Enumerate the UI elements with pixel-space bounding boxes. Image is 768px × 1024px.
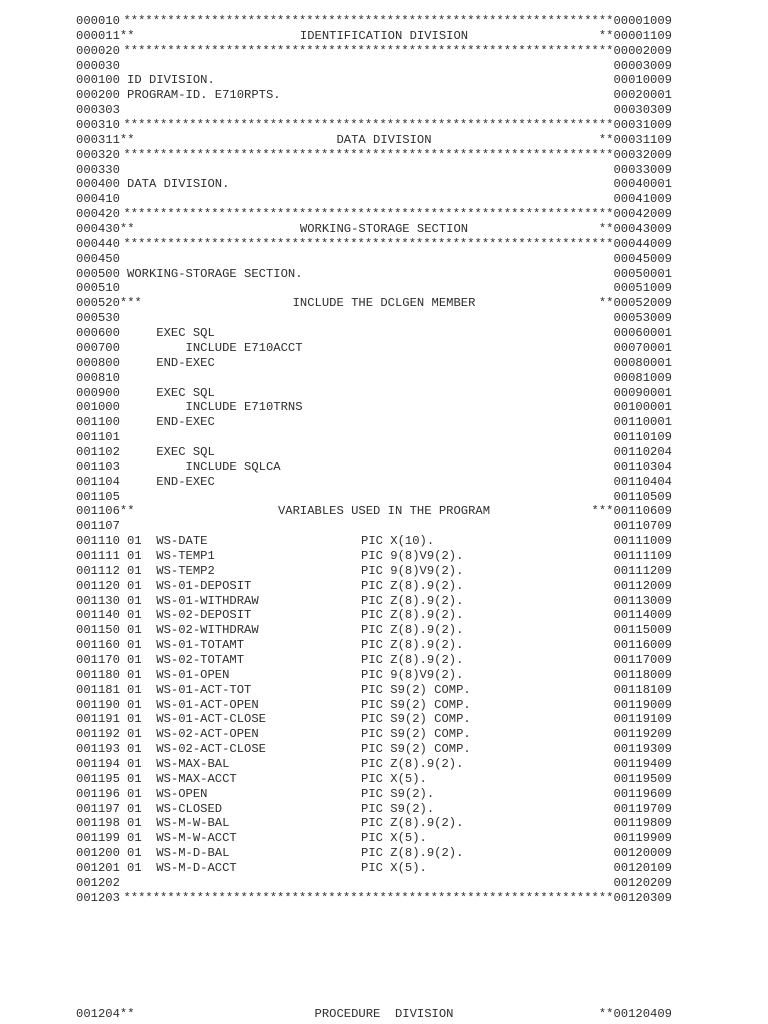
sequence-number: 001000 (76, 400, 120, 415)
sequence-number: 001111 (76, 548, 120, 563)
comment-heading: INCLUDE THE DCLGEN MEMBER (292, 296, 476, 311)
sequence-number: 000600 (76, 326, 120, 341)
sequence-number: 001180 (76, 667, 120, 682)
source-line (0, 623, 768, 638)
sequence-number: 001112 (76, 563, 120, 578)
sequence-number: 001194 (76, 757, 120, 771)
source-line (0, 519, 768, 534)
sequence-number: 001160 (76, 638, 120, 653)
source-code: 01 WS-01-OPEN PIC 9(8)V9(2). (127, 667, 464, 682)
source-line (0, 88, 768, 103)
sequence-number: 001110 (76, 534, 120, 549)
sequence-number: 001200 (76, 846, 120, 861)
sequence-number: 001204** (76, 1007, 135, 1021)
source-code: 01 WS-OPEN PIC S9(2). (127, 786, 435, 801)
line-number-column: 00112009 (613, 578, 672, 593)
line-number-column: 00050001 (613, 266, 672, 281)
source-line (0, 579, 768, 594)
source-code: 01 WS-02-TOTAMT PIC Z(8).9(2). (127, 652, 464, 667)
line-number-column: 00111209 (613, 563, 672, 578)
source-code: 01 WS-M-W-ACCT PIC X(5). (127, 831, 427, 846)
source-code: 01 WS-01-WITHDRAW PIC Z(8).9(2). (127, 593, 464, 608)
source-line (0, 504, 768, 519)
sequence-number: 000410 (76, 192, 120, 207)
line-number-column: 00020001 (613, 88, 672, 103)
source-code: DATA DIVISION. (127, 177, 230, 192)
line-number-column: 00113009 (613, 593, 672, 608)
source-line (0, 445, 768, 460)
sequence-number: 000420 (76, 207, 120, 222)
line-number-column: 00100001 (613, 400, 672, 415)
source-line (0, 594, 768, 609)
source-line (0, 177, 768, 192)
sequence-number: 000430** (76, 222, 135, 237)
sequence-number: 001140 (76, 608, 120, 623)
line-number-column: **00031109 (598, 132, 672, 147)
sequence-number: 001190 (76, 697, 120, 712)
source-code: END-EXEC (127, 415, 215, 430)
line-number-column: 00033009 (613, 162, 672, 177)
source-code: 01 WS-01-DEPOSIT PIC Z(8).9(2). (127, 578, 464, 593)
sequence-number: 001198 (76, 816, 120, 831)
comment-heading: DATA DIVISION (336, 132, 432, 147)
source-line (0, 73, 768, 88)
source-line (0, 356, 768, 371)
comment-heading: VARIABLES USED IN THE PROGRAM (277, 504, 491, 519)
sequence-number: 001196 (76, 786, 120, 801)
sequence-number: 000311** (76, 132, 135, 147)
line-number-column: **00043009 (598, 222, 672, 237)
source-line (0, 638, 768, 653)
source-line (0, 371, 768, 386)
sequence-number: 000530 (76, 311, 120, 326)
line-number-column: 00120009 (613, 846, 672, 861)
sequence-number: 001101 (76, 430, 120, 445)
line-number-column: 00119909 (613, 831, 672, 846)
sequence-number: 001193 (76, 742, 120, 757)
line-number-column: 00010009 (613, 73, 672, 88)
line-number-column: *******************************************************************00001009 (123, 14, 672, 28)
sequence-number: 001192 (76, 727, 120, 742)
sequence-number: 001104 (76, 474, 120, 489)
line-number-column: 00040001 (613, 177, 672, 192)
source-line (0, 44, 768, 59)
sequence-number: 001199 (76, 831, 120, 846)
line-number-column: 00119009 (613, 697, 672, 712)
line-number-column: 00110304 (613, 459, 672, 474)
source-line (0, 103, 768, 118)
source-line (0, 534, 768, 549)
sequence-number: 001120 (76, 578, 120, 593)
line-number-column: 00120109 (613, 861, 672, 876)
sequence-number: 001203 (76, 890, 120, 905)
line-number-column: 00119109 (613, 712, 672, 727)
sequence-number: 000400 (76, 177, 120, 192)
sequence-number: 001202 (76, 875, 120, 890)
source-line (0, 475, 768, 490)
source-line (0, 59, 768, 74)
sequence-number: 001201 (76, 861, 120, 876)
sequence-number: 000020 (76, 43, 120, 58)
source-code: 01 WS-M-D-ACCT PIC X(5). (127, 861, 427, 876)
source-line (0, 460, 768, 475)
line-number-column: 00111109 (613, 548, 672, 563)
source-line (0, 831, 768, 846)
source-code: EXEC SQL (127, 444, 215, 459)
source-code: 01 WS-TEMP2 PIC 9(8)V9(2). (127, 563, 464, 578)
source-line (0, 861, 768, 876)
sequence-number: 000510 (76, 281, 120, 296)
line-number-column: 00110204 (613, 444, 672, 459)
line-number-column: 00119709 (613, 801, 672, 816)
sequence-number: 000100 (76, 73, 120, 88)
source-code: END-EXEC (127, 474, 215, 489)
line-number-column: *******************************************************************00002009 (123, 43, 672, 58)
sequence-number: 001150 (76, 623, 120, 638)
source-line (0, 787, 768, 802)
sequence-number: 000900 (76, 385, 120, 400)
sequence-number: 001191 (76, 712, 120, 727)
source-code: 01 WS-01-TOTAMT PIC Z(8).9(2). (127, 638, 464, 653)
sequence-number: 000320 (76, 147, 120, 162)
sequence-number: 000011** (76, 28, 135, 43)
sequence-number: 001197 (76, 801, 120, 816)
source-code: WORKING-STORAGE SECTION. (127, 266, 303, 281)
sequence-number: 000810 (76, 370, 120, 385)
source-line (0, 549, 768, 564)
source-line (0, 148, 768, 163)
source-code: 01 WS-DATE PIC X(10). (127, 534, 435, 549)
line-number-column: 00119609 (613, 786, 672, 801)
line-number-column: 00118109 (613, 682, 672, 697)
comment-heading: WORKING-STORAGE SECTION (299, 222, 469, 237)
sequence-number: 001106** (76, 504, 135, 519)
sequence-number: 000303 (76, 103, 120, 118)
source-code: END-EXEC (127, 355, 215, 370)
source-code: 01 WS-01-ACT-TOT PIC S9(2) COMP. (127, 682, 471, 697)
line-number-column: *******************************************************************00044009 (123, 236, 672, 251)
line-number-column: 00070001 (613, 340, 672, 355)
line-number-column: *******************************************************************00042009 (123, 207, 672, 222)
source-line (0, 311, 768, 326)
source-code: ID DIVISION. (127, 73, 215, 88)
source-code: 01 WS-01-ACT-OPEN PIC S9(2) COMP. (127, 697, 471, 712)
sequence-number: 000520*** (76, 296, 142, 311)
source-line (0, 267, 768, 282)
sequence-number: 001105 (76, 489, 120, 504)
sequence-number: 001170 (76, 652, 120, 667)
source-line (0, 207, 768, 222)
line-number-column: 00030309 (613, 103, 672, 118)
source-line (0, 222, 768, 237)
source-line (0, 712, 768, 727)
line-number-column: 00045009 (613, 251, 672, 266)
source-code: 01 WS-01-ACT-CLOSE PIC S9(2) COMP. (127, 712, 471, 727)
line-number-column: 00116009 (613, 638, 672, 653)
source-line (0, 252, 768, 267)
sequence-number: 000450 (76, 251, 120, 266)
line-number-column: 00118009 (613, 667, 672, 682)
source-line (0, 802, 768, 817)
sequence-number: 000500 (76, 266, 120, 281)
line-number-column: 00110001 (613, 415, 672, 430)
line-number-column: 00110109 (613, 430, 672, 445)
source-line (0, 772, 768, 787)
line-number-column: 00117009 (613, 652, 672, 667)
line-number-column: 00115009 (613, 623, 672, 638)
sequence-number: 000310 (76, 118, 120, 133)
source-line (0, 564, 768, 579)
line-number-column: *******************************************************************00120309 (123, 890, 672, 905)
source-line (0, 876, 768, 891)
sequence-number: 000800 (76, 355, 120, 370)
source-line (0, 118, 768, 133)
line-number-column: *******************************************************************00031009 (123, 118, 672, 133)
line-number-column: 00051009 (613, 281, 672, 296)
source-line (0, 846, 768, 861)
sequence-number: 000030 (76, 58, 120, 73)
line-number-column: **00120409 (598, 1007, 672, 1021)
line-number-column: *******************************************************************00032009 (123, 147, 672, 162)
source-line (0, 430, 768, 445)
source-line (0, 727, 768, 742)
source-code: 01 WS-M-W-BAL PIC Z(8).9(2). (127, 816, 464, 831)
source-line (0, 757, 768, 772)
source-code: INCLUDE SQLCA (127, 459, 281, 474)
source-code: 01 WS-M-D-BAL PIC Z(8).9(2). (127, 846, 464, 861)
source-code: PROGRAM-ID. E710RPTS. (127, 88, 281, 103)
line-number-column: 00080001 (613, 355, 672, 370)
sequence-number: 000440 (76, 236, 120, 251)
source-line (0, 683, 768, 698)
source-code: 01 WS-02-ACT-OPEN PIC S9(2) COMP. (127, 727, 471, 742)
sequence-number: 001107 (76, 519, 120, 534)
line-number-column: 00041009 (613, 192, 672, 207)
source-code: 01 WS-02-WITHDRAW PIC Z(8).9(2). (127, 623, 464, 638)
line-number-column: 00090001 (613, 385, 672, 400)
sequence-number: 001103 (76, 459, 120, 474)
sequence-number: 001130 (76, 593, 120, 608)
comment-heading: PROCEDURE DIVISION (314, 1007, 454, 1021)
source-line (0, 237, 768, 252)
source-line (0, 653, 768, 668)
sequence-number: 000200 (76, 88, 120, 103)
source-code: EXEC SQL (127, 326, 215, 341)
line-number-column: 00110709 (613, 519, 672, 534)
source-code: INCLUDE E710ACCT (127, 340, 303, 355)
line-number-column: 00119809 (613, 816, 672, 831)
line-number-column: 00119509 (613, 771, 672, 786)
line-number-column: 00003009 (613, 58, 672, 73)
line-number-column: 00119309 (613, 742, 672, 757)
line-number-column: 00111009 (613, 534, 672, 549)
source-line (0, 490, 768, 505)
sequence-number: 001181 (76, 682, 120, 697)
line-number-column: 00110509 (613, 489, 672, 504)
line-number-column: 00119409 (613, 757, 672, 771)
line-number-column: 00053009 (613, 311, 672, 326)
source-line (0, 192, 768, 207)
source-line (0, 133, 768, 148)
source-line (0, 341, 768, 356)
source-line (0, 163, 768, 178)
sequence-number: 000010 (76, 14, 120, 28)
line-number-column: 00119209 (613, 727, 672, 742)
source-code: 01 WS-MAX-BAL PIC Z(8).9(2). (127, 757, 464, 771)
source-line (0, 415, 768, 430)
source-line (0, 742, 768, 757)
sequence-number: 001195 (76, 771, 120, 786)
source-line (0, 326, 768, 341)
sequence-number: 001102 (76, 444, 120, 459)
source-code: EXEC SQL (127, 385, 215, 400)
line-number-column: 00081009 (613, 370, 672, 385)
source-code: 01 WS-TEMP1 PIC 9(8)V9(2). (127, 548, 464, 563)
source-line (0, 14, 768, 29)
source-line (0, 816, 768, 831)
line-number-column: 00120209 (613, 875, 672, 890)
source-line (0, 668, 768, 683)
source-line (0, 400, 768, 415)
source-line (0, 608, 768, 623)
line-number-column: 00060001 (613, 326, 672, 341)
source-line (0, 296, 768, 311)
source-line (0, 1007, 768, 1022)
line-number-column: ***00110609 (591, 504, 672, 519)
source-code: 01 WS-MAX-ACCT PIC X(5). (127, 771, 427, 786)
line-number-column: 00114009 (613, 608, 672, 623)
source-line (0, 698, 768, 713)
source-line (0, 281, 768, 296)
comment-heading: IDENTIFICATION DIVISION (299, 28, 469, 43)
source-code: INCLUDE E710TRNS (127, 400, 303, 415)
sequence-number: 000330 (76, 162, 120, 177)
line-number-column: **00052009 (598, 296, 672, 311)
source-code: 01 WS-02-DEPOSIT PIC Z(8).9(2). (127, 608, 464, 623)
source-code: 01 WS-CLOSED PIC S9(2). (127, 801, 435, 816)
line-number-column: **00001109 (598, 28, 672, 43)
sequence-number: 001100 (76, 415, 120, 430)
line-number-column: 00110404 (613, 474, 672, 489)
sequence-number: 000700 (76, 340, 120, 355)
source-line (0, 891, 768, 906)
source-line (0, 29, 768, 44)
source-code: 01 WS-02-ACT-CLOSE PIC S9(2) COMP. (127, 742, 471, 757)
source-line (0, 386, 768, 401)
